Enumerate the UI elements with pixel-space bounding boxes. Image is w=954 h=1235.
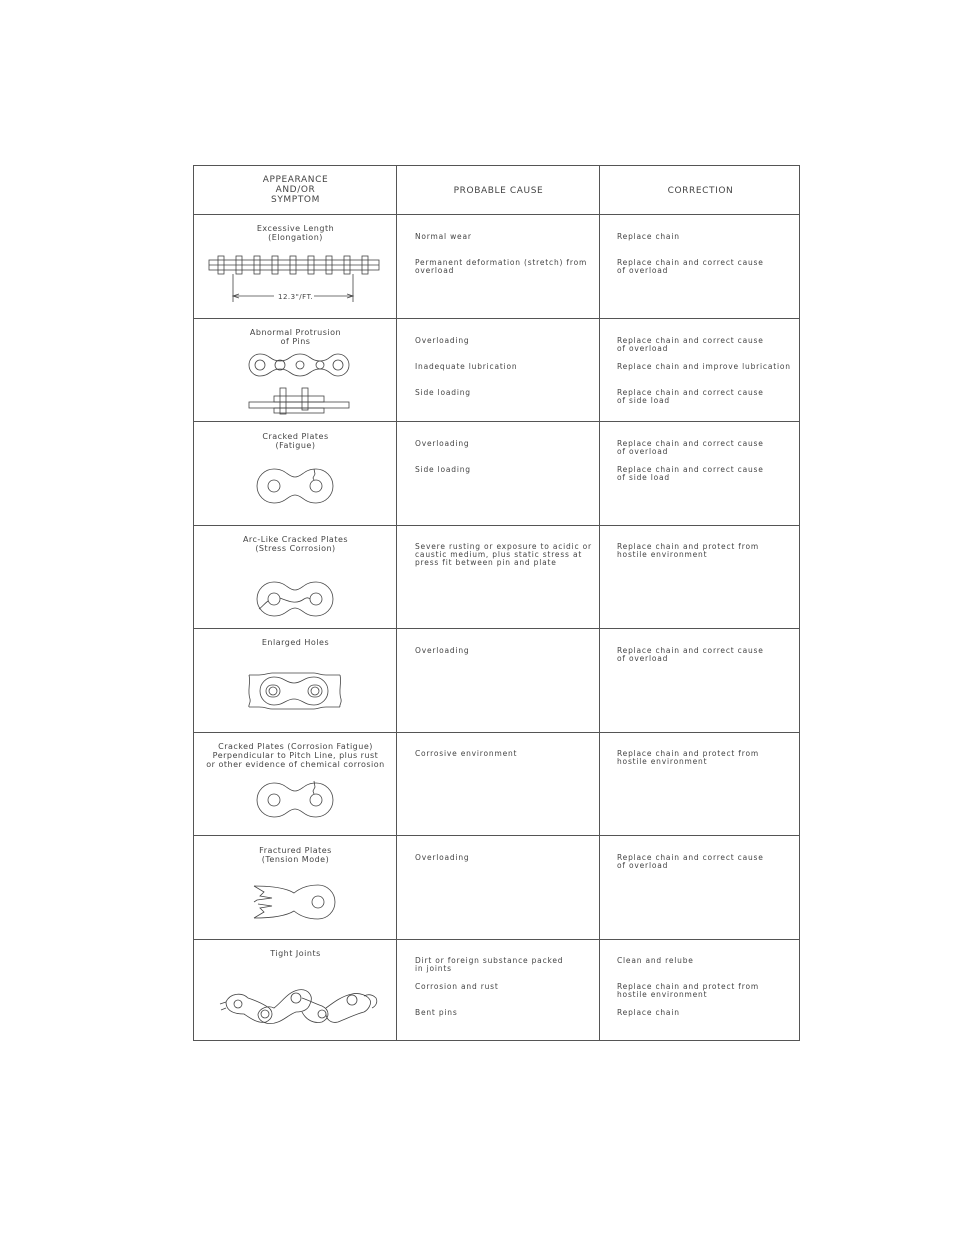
row-divider xyxy=(194,732,799,733)
cause-text: Corrosive environment xyxy=(415,749,518,758)
cause-text: Bent pins xyxy=(415,1008,458,1017)
cause-text: Overloading xyxy=(415,853,470,862)
row-title: Abnormal Protrusion of Pins xyxy=(249,328,342,346)
correction-text: Replace chain and protect from hostile environment xyxy=(617,982,759,999)
cause-text: Dirt or foreign substance packed in joints xyxy=(415,956,564,973)
row-title: Cracked Plates (Corrosion Fatigue) Perpendicular to Pitch Line, plus rust or other evidence of chemical corrosion xyxy=(206,742,385,769)
cause-text: Overloading xyxy=(415,439,470,448)
correction-text: Replace chain and protect from hostile environment xyxy=(617,749,759,766)
column-divider xyxy=(599,166,600,1040)
row-title: Excessive Length (Elongation) xyxy=(256,224,335,242)
row-title: Arc-Like Cracked Plates (Stress Corrosion) xyxy=(242,535,349,553)
row-title: Cracked Plates (Fatigue) xyxy=(262,432,329,450)
column-divider xyxy=(396,166,397,1040)
correction-text: Replace chain and correct cause of overload xyxy=(617,439,764,456)
arc-cracked-plate-figure xyxy=(254,579,339,619)
protruding-pins-figure xyxy=(244,349,354,419)
header-correction: CORRECTION xyxy=(667,186,734,196)
correction-text: Replace chain and correct cause of overload xyxy=(617,646,764,663)
correction-text: Replace chain xyxy=(617,1008,680,1017)
cause-text: Permanent deformation (stretch) from overload xyxy=(415,258,588,275)
row-title: Enlarged Holes xyxy=(261,638,330,647)
dimension-label: 12.3"/FT. xyxy=(278,293,314,301)
cause-text: Inadequate lubrication xyxy=(415,362,518,371)
row-divider xyxy=(194,421,799,422)
cause-text: Side loading xyxy=(415,465,471,474)
enlarged-holes-figure xyxy=(244,671,349,711)
cause-text: Severe rusting or exposure to acidic or caustic medium, plus static stress at press fit between pin and plate xyxy=(415,542,592,567)
correction-text: Replace chain and correct cause of overload xyxy=(617,258,764,275)
row-divider xyxy=(194,835,799,836)
cause-text: Corrosion and rust xyxy=(415,982,499,991)
correction-text: Replace chain and improve lubrication xyxy=(617,362,791,371)
row-divider xyxy=(194,628,799,629)
correction-text: Replace chain and correct cause of side load xyxy=(617,388,764,405)
correction-text: Replace chain xyxy=(617,232,680,241)
row-title: Tight Joints xyxy=(270,949,321,958)
troubleshooting-table xyxy=(193,165,800,1041)
row-title: Fractured Plates (Tension Mode) xyxy=(259,846,332,864)
cause-text: Side loading xyxy=(415,388,471,397)
elongated-chain-figure xyxy=(206,254,386,304)
fractured-plate-figure xyxy=(252,882,342,922)
cracked-plate-figure xyxy=(254,466,339,506)
cause-text: Normal wear xyxy=(415,232,472,241)
correction-text: Replace chain and protect from hostile environment xyxy=(617,542,759,559)
header-probable-cause: PROBABLE CAUSE xyxy=(453,186,544,196)
row-divider xyxy=(194,318,799,319)
cause-text: Overloading xyxy=(415,646,470,655)
corrosion-cracked-plate-figure xyxy=(254,780,339,820)
row-divider xyxy=(194,525,799,526)
correction-text: Replace chain and correct cause of side load xyxy=(617,465,764,482)
correction-text: Replace chain and correct cause of overload xyxy=(617,853,764,870)
header-appearance: APPEARANCE AND/OR SYMPTOM xyxy=(262,175,329,205)
row-divider xyxy=(194,939,799,940)
cause-text: Overloading xyxy=(415,336,470,345)
row-divider xyxy=(194,214,799,215)
tight-joints-figure xyxy=(218,978,388,1028)
correction-text: Replace chain and correct cause of overload xyxy=(617,336,764,353)
correction-text: Clean and relube xyxy=(617,956,694,965)
